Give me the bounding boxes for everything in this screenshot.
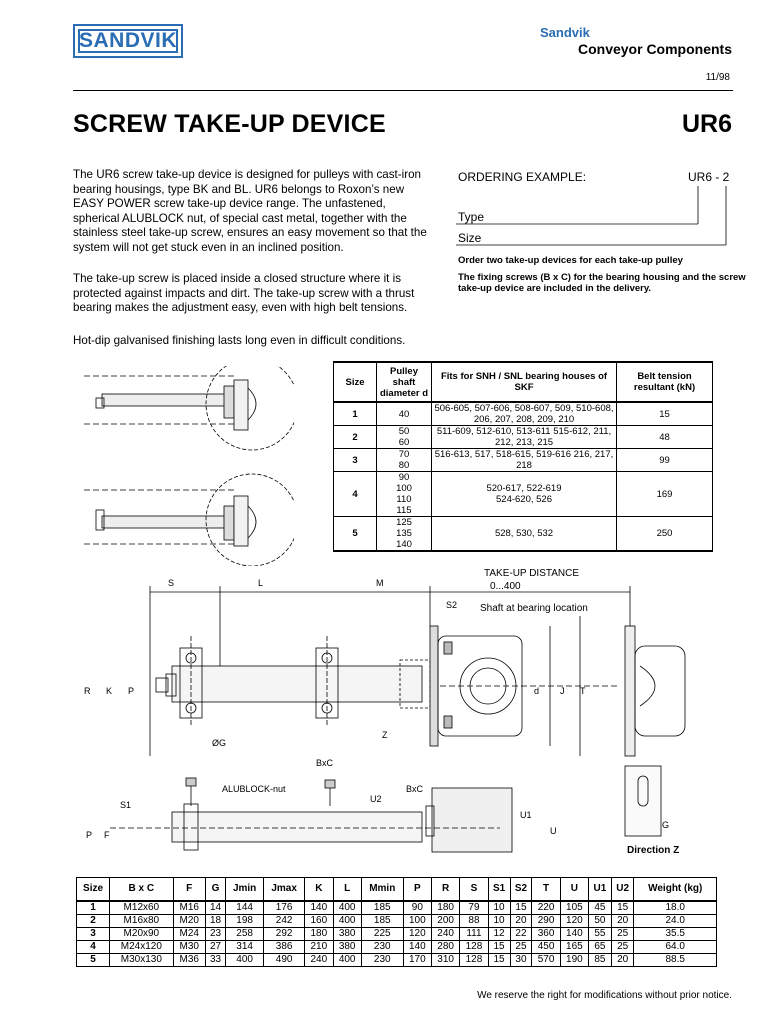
- protection-paragraph: The take-up screw is placed inside a closed structure where it is protected against impacts and dirt. The take-up screw with a thrust bearing makes the adjustment easy, even with high belt tensions.: [73, 272, 415, 315]
- table-cell: 140: [403, 941, 431, 954]
- table-cell: 15: [488, 954, 510, 967]
- sandvik-logo: [73, 24, 183, 58]
- ordering-label: ORDERING EXAMPLE:: [458, 170, 587, 184]
- spec-header-size: Size: [334, 362, 377, 402]
- table-cell: M20x90: [110, 928, 173, 941]
- table-cell: 140: [560, 928, 588, 941]
- table-cell: 400: [333, 915, 361, 928]
- dim-header-5: Jmax: [264, 878, 305, 902]
- ordering-size-label: Size: [458, 231, 482, 245]
- finish-paragraph: Hot-dip galvanised finishing lasts long even in difficult conditions.: [73, 334, 406, 347]
- ordering-leader-lines: [456, 180, 746, 250]
- dim-label-s1: S1: [120, 800, 132, 810]
- table-cell: M30: [173, 941, 205, 954]
- dim-label-u2: U2: [370, 794, 382, 804]
- table-row: 1 40 506-605, 507-606, 508-607, 509, 510-608, 206, 207, 208, 209, 210 15: [334, 402, 713, 426]
- brand-subtitle: Conveyor Components: [577, 41, 732, 57]
- dim-label-j: J: [560, 686, 565, 696]
- table-cell: 79: [460, 901, 488, 915]
- dim-label-r: R: [84, 686, 91, 696]
- shaft-location-label: Shaft at bearing location: [480, 603, 588, 614]
- table-cell: 450: [532, 941, 560, 954]
- table-cell: 490: [264, 954, 305, 967]
- header-divider: [73, 90, 733, 91]
- dim-header-12: S1: [488, 878, 510, 902]
- table-cell: 400: [333, 901, 361, 915]
- table-cell: 380: [333, 928, 361, 941]
- table-cell: 185: [361, 901, 403, 915]
- table-cell: M16x80: [110, 915, 173, 928]
- dim-label-u1: U1: [520, 810, 532, 820]
- table-cell: 111: [460, 928, 488, 941]
- table-cell: 27: [205, 941, 225, 954]
- table-row: [77, 901, 717, 915]
- table-cell: 24.0: [634, 915, 717, 928]
- table-cell: 22: [510, 928, 532, 941]
- table-cell: 15: [488, 941, 510, 954]
- dim-header-14: T: [532, 878, 560, 902]
- table-cell: 280: [431, 941, 459, 954]
- direction-z-label: Direction Z: [627, 845, 680, 856]
- table-row: 2 50 60 511-609, 512-610, 513-611 515-612, 211, 212, 213, 215 48: [334, 426, 713, 449]
- table-cell: 23: [205, 928, 225, 941]
- table-cell: 386: [264, 941, 305, 954]
- table-row: [77, 928, 717, 941]
- table-cell: 225: [361, 928, 403, 941]
- table-cell: M36: [173, 954, 205, 967]
- table-cell: 20: [611, 915, 634, 928]
- table-row: [77, 954, 717, 967]
- page-title: SCREW TAKE-UP DEVICE: [73, 110, 386, 138]
- table-cell: 30: [510, 954, 532, 967]
- dim-header-6: K: [305, 878, 333, 902]
- table-cell: 35.5: [634, 928, 717, 941]
- table-cell: 85: [589, 954, 612, 967]
- table-cell: 240: [305, 954, 333, 967]
- dim-header-16: U1: [589, 878, 612, 902]
- table-cell: 20: [510, 915, 532, 928]
- dim-header-17: U2: [611, 878, 634, 902]
- table-cell: 65: [589, 941, 612, 954]
- dim-label-g: ØG: [212, 738, 227, 748]
- dim-label-f: F: [104, 830, 110, 840]
- dim-header-9: P: [403, 878, 431, 902]
- ordering-code: UR6 - 2: [688, 170, 730, 184]
- table-cell: 292: [264, 928, 305, 941]
- table-cell: 400: [333, 954, 361, 967]
- table-cell: 25: [510, 941, 532, 954]
- technical-drawing: [80, 566, 750, 866]
- table-cell: 15: [510, 901, 532, 915]
- product-code: UR6: [681, 110, 732, 138]
- dim-header-7: L: [333, 878, 361, 902]
- dim-label-d: d: [534, 686, 540, 696]
- dim-header-4: Jmin: [226, 878, 264, 902]
- dim-label-m: M: [376, 578, 384, 588]
- dim-header-0: Size: [77, 878, 110, 902]
- table-cell: 400: [226, 954, 264, 967]
- spec-header-tension: Belt tension resultant (kN): [617, 362, 713, 402]
- table-cell: 230: [361, 954, 403, 967]
- footer-note: We reserve the right for modifications without prior notice.: [477, 990, 732, 1001]
- table-cell: 3: [77, 928, 110, 941]
- dim-label-bxc-2: BxC: [406, 784, 424, 794]
- table-cell: 210: [305, 941, 333, 954]
- table-cell: 160: [305, 915, 333, 928]
- table-row: 4 90 100 110 115 520-617, 522-619 524-620, 526 169: [334, 472, 713, 517]
- table-cell: 128: [460, 941, 488, 954]
- dim-header-11: S: [460, 878, 488, 902]
- table-cell: 90: [403, 901, 431, 915]
- dim-label-s2: S2: [446, 600, 458, 610]
- table-cell: 314: [226, 941, 264, 954]
- dim-header-15: U: [560, 878, 588, 902]
- table-cell: M16: [173, 901, 205, 915]
- dimension-table-header: [77, 878, 717, 902]
- intro-paragraph: The UR6 screw take-up device is designed for pulleys with cast-iron bearing housings, type BK and BL. UR6 belongs to Roxon’s new EASY POWER screw take-up device range. The unfastened, spherical ALUBLOCK nut, of special cast metal, together with the stainless steel take-up screw, ensures an easy movement so that the system will not get stuck even in an inclined position.: [73, 168, 427, 254]
- table-cell: 165: [560, 941, 588, 954]
- table-cell: 220: [532, 901, 560, 915]
- table-cell: 88: [460, 915, 488, 928]
- table-cell: 5: [77, 954, 110, 967]
- table-cell: M24: [173, 928, 205, 941]
- takeup-distance-label: TAKE-UP DISTANCE: [484, 568, 580, 579]
- table-cell: 120: [403, 928, 431, 941]
- table-row: [77, 915, 717, 928]
- table-cell: M20: [173, 915, 205, 928]
- table-cell: 570: [532, 954, 560, 967]
- brand-name: Sandvik: [540, 25, 590, 40]
- table-cell: 242: [264, 915, 305, 928]
- table-cell: 10: [488, 901, 510, 915]
- table-cell: 18.0: [634, 901, 717, 915]
- table-cell: 33: [205, 954, 225, 967]
- ordering-note-screws: The fixing screws (B x C) for the bearing housing and the screw take-up device are included in the delivery.: [458, 272, 746, 294]
- dim-header-3: G: [205, 878, 225, 902]
- table-cell: 140: [305, 901, 333, 915]
- table-cell: 144: [226, 901, 264, 915]
- table-cell: 55: [589, 928, 612, 941]
- dim-header-10: R: [431, 878, 459, 902]
- table-cell: M24x120: [110, 941, 173, 954]
- table-cell: 230: [361, 941, 403, 954]
- document-date: 11/98: [705, 72, 730, 83]
- table-cell: 290: [532, 915, 560, 928]
- table-cell: 12: [488, 928, 510, 941]
- table-cell: 180: [431, 901, 459, 915]
- table-cell: 25: [611, 928, 634, 941]
- table-cell: 176: [264, 901, 305, 915]
- dim-label-g2: G: [662, 820, 670, 830]
- ordering-note-quantity: Order two take-up devices for each take-up pulley: [458, 255, 683, 266]
- table-cell: 45: [589, 901, 612, 915]
- table-cell: 185: [361, 915, 403, 928]
- dim-label-u: U: [550, 826, 557, 836]
- table-cell: 128: [460, 954, 488, 967]
- dim-label-t: T: [580, 686, 586, 696]
- takeup-distance-range: 0...400: [490, 581, 521, 592]
- dim-header-8: Mmin: [361, 878, 403, 902]
- table-cell: 88.5: [634, 954, 717, 967]
- dim-label-bxc: BxC: [316, 758, 334, 768]
- table-cell: 180: [305, 928, 333, 941]
- table-cell: 1: [77, 901, 110, 915]
- table-cell: M30x130: [110, 954, 173, 967]
- table-row: 5 125 135 140 528, 530, 532 250: [334, 517, 713, 552]
- table-cell: 105: [560, 901, 588, 915]
- table-cell: M12x60: [110, 901, 173, 915]
- table-cell: 50: [589, 915, 612, 928]
- dim-label-z: Z: [382, 730, 388, 740]
- table-cell: 170: [403, 954, 431, 967]
- table-cell: 18: [205, 915, 225, 928]
- dim-label-s: S: [168, 578, 175, 588]
- table-cell: 2: [77, 915, 110, 928]
- table-cell: 20: [611, 954, 634, 967]
- table-cell: 100: [403, 915, 431, 928]
- spec-header-shaft: Pulley shaft diameter d: [377, 362, 432, 402]
- dim-label-p2: P: [86, 830, 93, 840]
- ordering-type-label: Type: [458, 210, 485, 224]
- dim-header-13: S2: [510, 878, 532, 902]
- spec-header-fits: Fits for SNH / SNL bearing houses of SKF: [432, 362, 617, 402]
- table-row: 3 70 80 516-613, 517, 518-615, 519-616 216, 217, 218 99: [334, 449, 713, 472]
- table-cell: 380: [333, 941, 361, 954]
- dim-header-2: F: [173, 878, 205, 902]
- dimension-table: [76, 877, 717, 967]
- table-cell: 190: [560, 954, 588, 967]
- dim-label-p: P: [128, 686, 135, 696]
- dim-label-k: K: [106, 686, 113, 696]
- table-cell: 310: [431, 954, 459, 967]
- table-cell: 198: [226, 915, 264, 928]
- table-cell: 10: [488, 915, 510, 928]
- dim-header-1: B x C: [110, 878, 173, 902]
- table-cell: 4: [77, 941, 110, 954]
- dim-header-18: Weight (kg): [634, 878, 717, 902]
- table-cell: 120: [560, 915, 588, 928]
- spec-table: [333, 361, 713, 552]
- dim-label-l: L: [258, 578, 264, 588]
- table-cell: 360: [532, 928, 560, 941]
- table-cell: 258: [226, 928, 264, 941]
- table-cell: 200: [431, 915, 459, 928]
- table-cell: 25: [611, 941, 634, 954]
- table-cell: 15: [611, 901, 634, 915]
- table-cell: 64.0: [634, 941, 717, 954]
- table-row: [77, 941, 717, 954]
- table-cell: 14: [205, 901, 225, 915]
- alublock-label: ALUBLOCK-nut: [222, 784, 286, 794]
- mounting-schematic: [84, 366, 294, 566]
- logo-text: SANDVIK: [79, 29, 178, 52]
- table-cell: 240: [431, 928, 459, 941]
